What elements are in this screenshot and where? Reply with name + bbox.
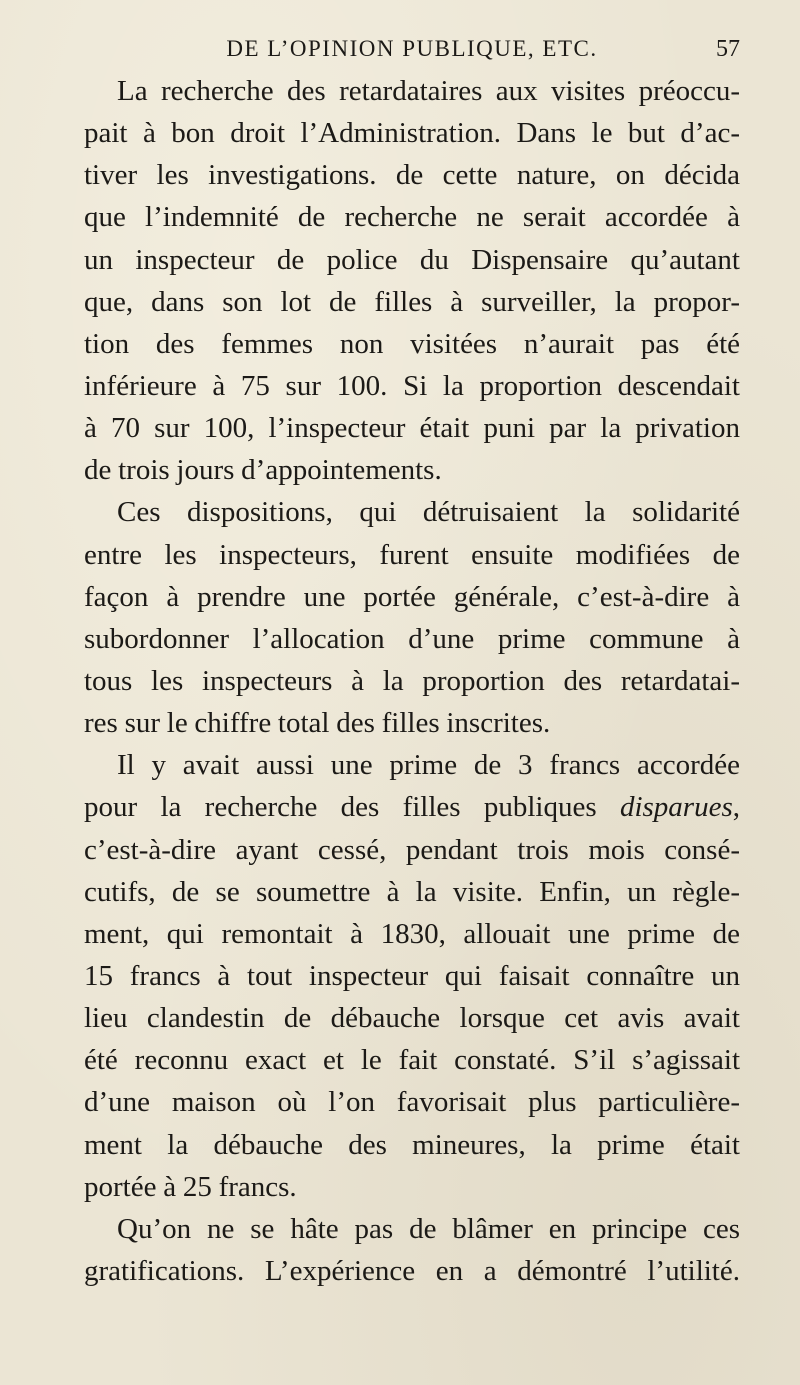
text-line: lieu clandestin de débauche lorsque cet avis avait [84, 1002, 740, 1035]
text-line: La recherche des retardataires aux visites préoccu- [117, 75, 740, 107]
paragraph-1 [84, 70, 740, 491]
running-head [84, 34, 740, 64]
text-line: subordonner l’allocation d’une prime commune à [84, 622, 740, 655]
emphasis-word: disparues [619, 791, 733, 824]
running-title: DE L’OPINION PUBLIQUE, ETC. [226, 36, 598, 61]
text-segment: , [732, 791, 740, 824]
text-line: d’une maison où l’on favorisait plus particulière- [84, 1086, 740, 1119]
text-line: un inspecteur de police du Dispensaire qu’autant [84, 243, 740, 276]
text-line: tion des femmes non visitées n’aurait pas été [84, 327, 740, 360]
text-line: Qu’on ne se hâte pas de blâmer en principe ces [117, 1212, 740, 1245]
text-line: que, dans son lot de filles à surveiller, la propor- [84, 285, 740, 318]
body-text [84, 70, 740, 1292]
text-line: Ces dispositions, qui détruisaient la solidarité [117, 496, 740, 529]
paragraph-4 [84, 1208, 740, 1292]
text-segment: pour la recherche des filles publiques [84, 791, 620, 824]
text-line: inférieure à 75 sur 100. Si la proportion descendait [84, 369, 740, 402]
text-line-with-emphasis [84, 786, 740, 828]
text-line: cutifs, de se soumettre à la visite. Enfin, un règle- [84, 875, 740, 908]
paragraph-3 [84, 744, 740, 1208]
page-number: 57 [716, 36, 740, 62]
text-line: res sur le chiffre total des filles inscrites. [84, 707, 551, 740]
text-line: Il y avait aussi une prime de 3 francs accordée [117, 749, 740, 782]
text-line: tiver les investigations. de cette nature, on décida [84, 159, 740, 192]
text-line: tous les inspecteurs à la proportion des retardatai- [84, 664, 740, 697]
text-line: portée à 25 francs. [84, 1170, 297, 1203]
text-line: que l’indemnité de recherche ne serait accordée à [84, 201, 740, 234]
text-line: de trois jours d’appointements. [84, 454, 442, 487]
paragraph-2 [84, 491, 740, 744]
text-line: ment la débauche des mineures, la prime était [84, 1128, 740, 1161]
text-line: c’est-à-dire ayant cessé, pendant trois mois consé- [84, 833, 740, 866]
text-line: à 70 sur 100, l’inspecteur était puni par la privation [84, 412, 740, 445]
text-line: 15 francs à tout inspecteur qui faisait connaître un [84, 959, 740, 992]
text-line: pait à bon droit l’Administration. Dans le but d’ac- [84, 117, 740, 150]
text-line: gratifications. L’expérience en a démontré l’utilité. [84, 1254, 740, 1287]
text-line: entre les inspecteurs, furent ensuite modifiées de [84, 538, 740, 571]
text-line: été reconnu exact et le fait constaté. S’il s’agissait [84, 1044, 740, 1077]
text-line: façon à prendre une portée générale, c’est-à-dire à [84, 580, 740, 613]
text-line: ment, qui remontait à 1830, allouait une prime de [84, 917, 740, 950]
